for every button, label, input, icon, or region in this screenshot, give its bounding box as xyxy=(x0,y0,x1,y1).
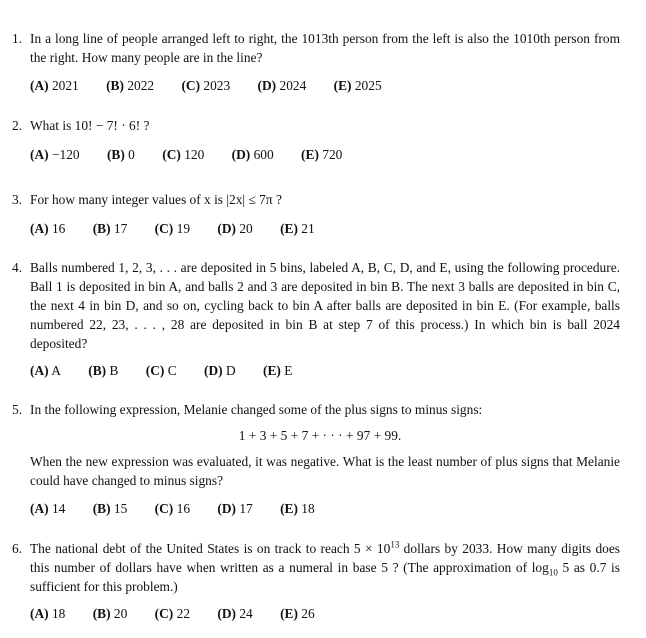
choice-a[interactable]: (A) 2021 xyxy=(30,78,79,93)
choice-c[interactable]: (C) 22 xyxy=(154,606,191,621)
problem-text: For how many integer values of x is |2x| ≤ 7π ? xyxy=(30,192,282,207)
problem-number: 6. xyxy=(12,541,23,556)
choice-c[interactable]: (C) 2023 xyxy=(181,78,231,93)
problem-3 xyxy=(12,190,620,209)
choice-e[interactable]: (E) 26 xyxy=(280,606,315,621)
log-base: 10 xyxy=(548,567,558,578)
choice-b[interactable]: (B) 2022 xyxy=(106,78,155,93)
problem-5-continued xyxy=(12,452,620,490)
choice-c[interactable]: (C) 16 xyxy=(154,501,191,516)
problem-text: In the following expression, Melanie changed some of the plus signs to minus signs: xyxy=(30,402,483,417)
problem-text: What is 10! − 7! · 6! ? xyxy=(30,118,150,133)
choice-a[interactable]: (A) 16 xyxy=(30,221,66,236)
answer-choices xyxy=(30,604,339,623)
choice-c[interactable]: (C) 120 xyxy=(162,147,205,162)
choice-d[interactable]: (D) 20 xyxy=(217,221,253,236)
answer-choices xyxy=(30,499,339,518)
choice-a[interactable]: (A) 14 xyxy=(30,501,66,516)
choice-e[interactable]: (E) 18 xyxy=(280,501,315,516)
choice-d[interactable]: (D) 24 xyxy=(217,606,253,621)
choice-e[interactable]: (E) 2025 xyxy=(333,78,382,93)
choice-a[interactable]: (A) A xyxy=(30,363,61,378)
choice-a[interactable]: (A) 18 xyxy=(30,606,66,621)
choice-b[interactable]: (B) 17 xyxy=(92,221,128,236)
problem-number: 1. xyxy=(12,31,23,46)
answer-choices xyxy=(30,145,366,164)
problem-5 xyxy=(12,400,620,419)
problem-number: 3. xyxy=(12,192,23,207)
choice-d[interactable]: (D) 600 xyxy=(231,147,274,162)
problem-1 xyxy=(12,29,620,67)
answer-choices xyxy=(30,76,406,95)
answer-choices xyxy=(30,219,339,238)
choice-e[interactable]: (E) 720 xyxy=(301,147,343,162)
problem-text: When the new expression was evaluated, it was negative. What is the least number of plus signs that Melanie could have changed to minus signs? xyxy=(30,454,620,488)
choice-e[interactable]: (E) E xyxy=(262,363,293,378)
choice-b[interactable]: (B) 15 xyxy=(92,501,128,516)
problem-text: The national debt of the United States is on track to reach $5 \times 10^{13}$ dollars by 2033. How many digits does this number of dollars have when written as a numeral in base 5 ? (The approximation of $\log_{10} 5$ as 0.7 is sufficient for this problem.) xyxy=(30,539,620,594)
problem-4 xyxy=(12,258,620,353)
choice-d[interactable]: (D) 2024 xyxy=(257,78,307,93)
problem-number: 2. xyxy=(12,118,23,133)
problem-number: 5. xyxy=(12,402,23,417)
choice-c[interactable]: (C) C xyxy=(145,363,177,378)
choice-a[interactable]: (A) −120 xyxy=(30,147,80,162)
choice-e[interactable]: (E) 21 xyxy=(280,221,315,236)
problem-2 xyxy=(12,116,620,135)
expression: 1 + 3 + 5 + 7 + · · · + 97 + 99. xyxy=(238,428,402,443)
problem-number: 4. xyxy=(12,260,23,275)
problem-text: In a long line of people arranged left to right, the 1013th person from the left is also the 1010th person from the right. How many people are in the line? xyxy=(30,31,620,65)
problem-text: Balls numbered 1, 2, 3, . . . are deposited in 5 bins, labeled A, B, C, D, and E, using the following procedure. Ball 1 is deposited in bin A, and balls 2 and 3 are deposited in bin B. The next 3 balls are deposited in bin C, the next 4 in bin D, and so on, cycling back to bin A after balls are deposited in bin E. (For example, balls numbered 22, 23, . . . , 28 are deposited in bin B at step 7 of this process.) In which bin is ball 2024 deposited? xyxy=(30,260,620,351)
choice-d[interactable]: (D) 17 xyxy=(217,501,253,516)
choice-c[interactable]: (C) 19 xyxy=(154,221,191,236)
exponent: 13 xyxy=(390,539,400,550)
answer-choices xyxy=(30,361,316,380)
choice-b[interactable]: (B) 20 xyxy=(92,606,128,621)
choice-d[interactable]: (D) D xyxy=(204,363,236,378)
choice-b[interactable]: (B) 0 xyxy=(106,147,135,162)
problem-6 xyxy=(12,539,620,596)
choice-b[interactable]: (B) B xyxy=(88,363,119,378)
